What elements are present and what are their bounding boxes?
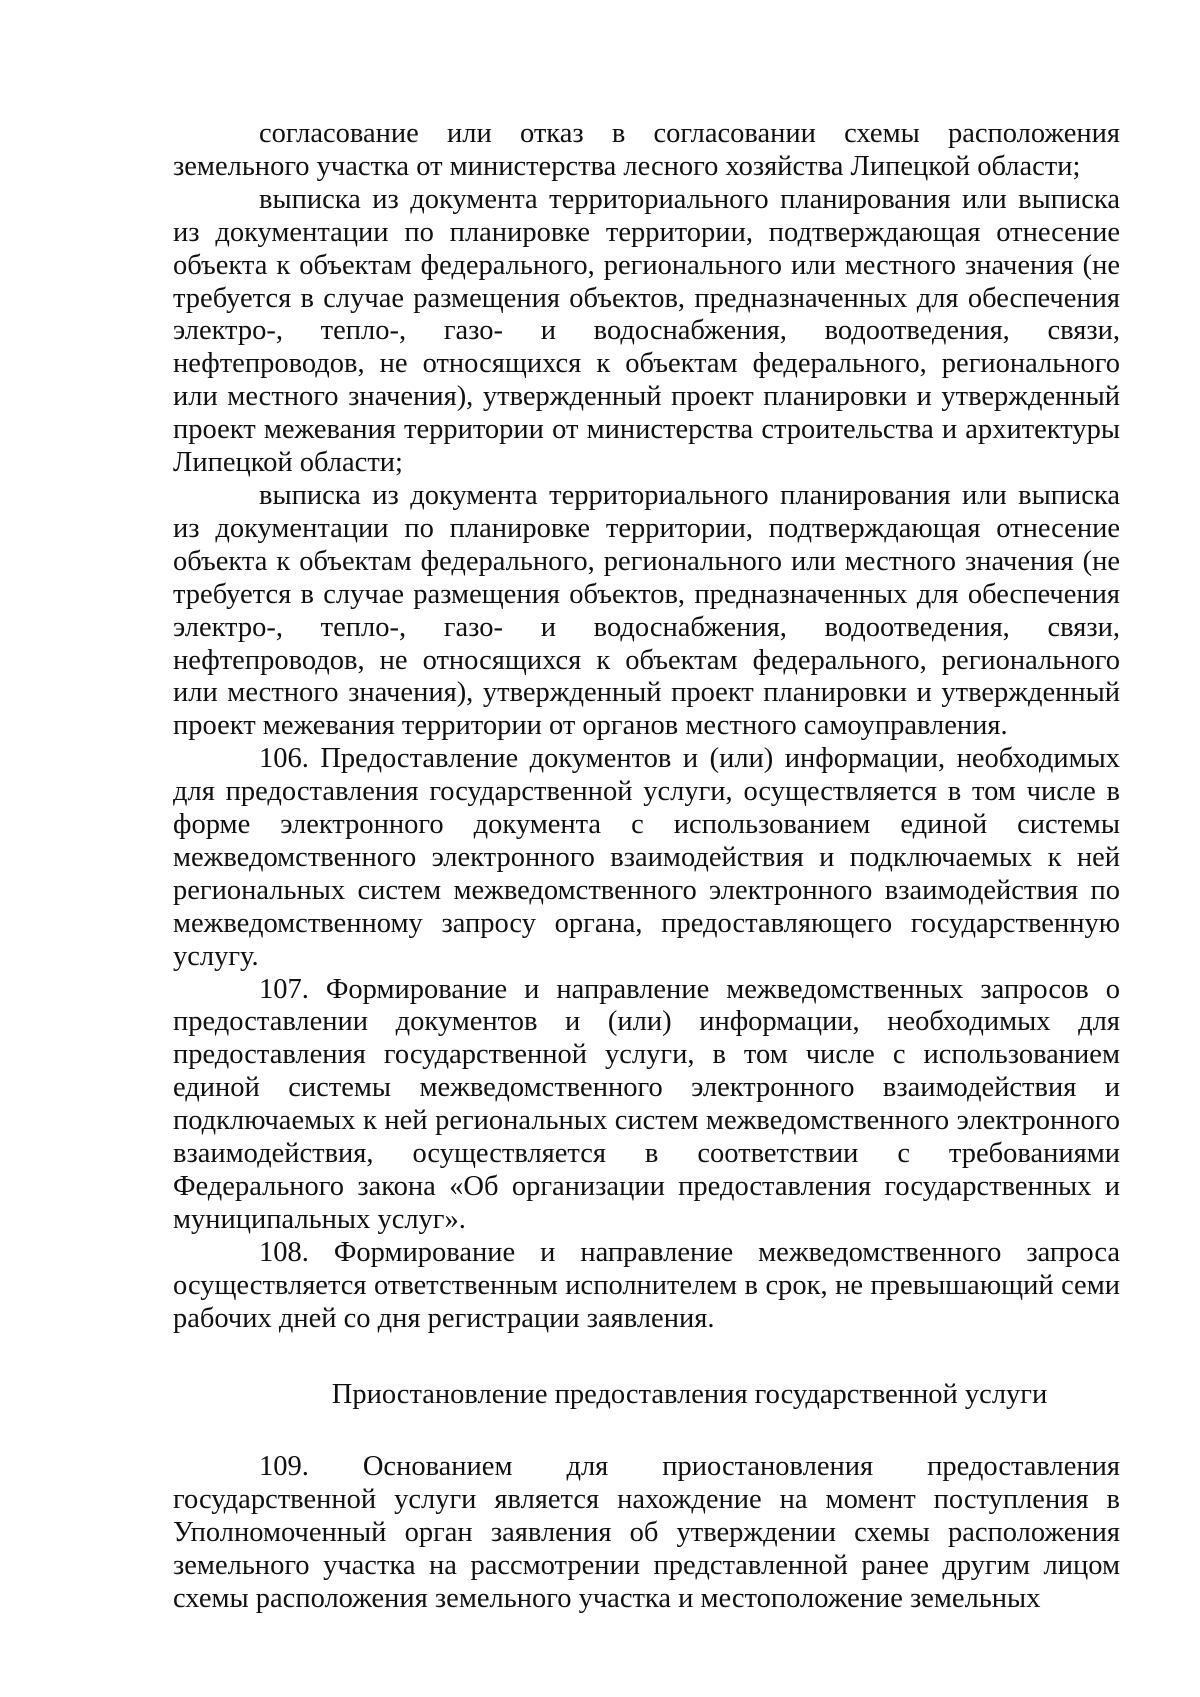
paragraph-108: 108. Формирование и направление межведомственного запроса осуществляется ответственным исполнителем в срок, не превышающий семи рабочих дней со дня регистрации заявления.: [173, 1236, 1120, 1334]
document-page: [173, 118, 1120, 1616]
paragraph-extract-construction-ministry: выписка из документа территориального планирования или выписка из документации по планировке территории, подтверждающая отнесение объекта к объектам федерального, регионального или местного значения (не требуется в случае размещения объектов, предназначенных для обеспечения электро-, тепло-, газо- и водоснабжения, водоотведения, связи, нефтепроводов, не относящихся к объектам федерального, регионального или местного значения), утвержденный проект планировки и утвержденный проект межевания территории от министерства строительства и архитектуры Липецкой области;: [173, 183, 1120, 479]
paragraph-109: 109. Основанием для приостановления предоставления государственной услуги является нахождение на момент поступления в Уполномоченный орган заявления об утверждении схемы расположения земельного участка на рассмотрении представленной ранее другим лицом схемы расположения земельного участка и местоположение земельных: [173, 1451, 1120, 1615]
paragraph-107: 107. Формирование и направление межведомственных запросов о предоставлении документов и (или) информации, необходимых для предоставления государственной услуги, в том числе с использованием единой системы межведомственного электронного взаимодействия и подключаемых к ней региональных систем межведомственного электронного взаимодействия, осуществляется в соответствии с требованиями Федерального закона «Об организации предоставления государственных и муниципальных услуг».: [173, 973, 1120, 1235]
section-heading: Приостановление предоставления государственной услуги: [331, 1378, 1048, 1410]
paragraph-106: 106. Предоставление документов и (или) информации, необходимых для предоставления государственной услуги, осуществляется в том числе в форме электронного документа с использованием единой системы межведомственного электронного взаимодействия и подключаемых к ней региональных систем межведомственного электронного взаимодействия по межведомственному запросу органа, предоставляющего государственную услугу.: [173, 743, 1120, 972]
paragraph-extract-local-government: выписка из документа территориального планирования или выписка из документации по планировке территории, подтверждающая отнесение объекта к объектам федерального, регионального или местного значения (не требуется в случае размещения объектов, предназначенных для обеспечения электро-, тепло-, газо- и водоснабжения, водоотведения, связи, нефтепроводов, не относящихся к объектам федерального, регионального или местного значения), утвержденный проект планировки и утвержденный проект межевания территории от органов местного самоуправления.: [173, 479, 1120, 742]
paragraph-forest-ministry-approval: согласование или отказ в согласовании схемы расположения земельного участка от министерства лесного хозяйства Липецкой области;: [173, 118, 1120, 182]
